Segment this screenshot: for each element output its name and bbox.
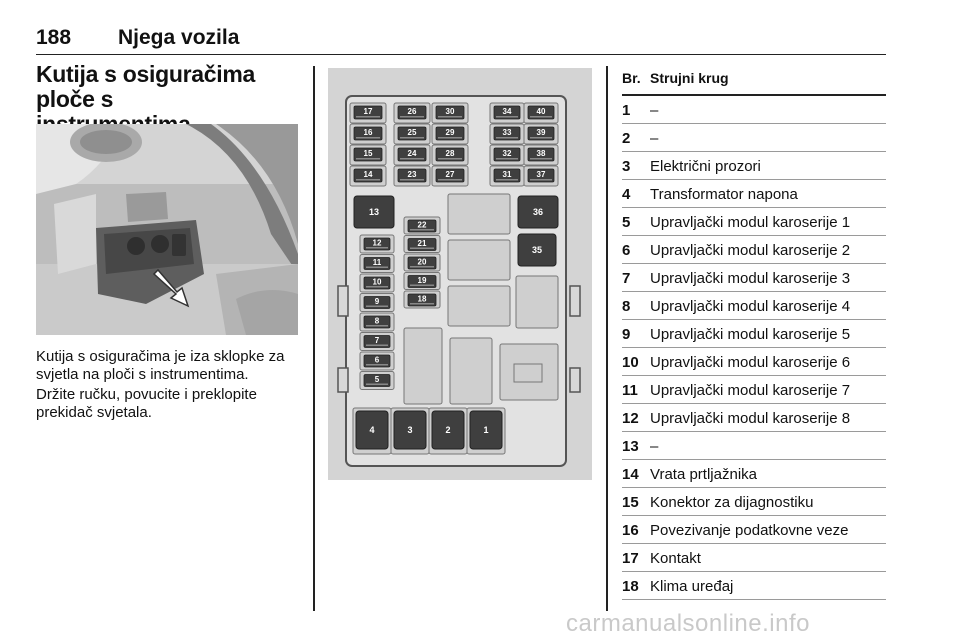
left-column [36,61,302,421]
fuse-contact [400,179,424,181]
fuse-contact [530,137,552,139]
fuse-label: 4 [369,425,375,435]
fuse-contact [438,116,462,118]
fuse-contact [496,179,518,181]
fuse-circuit: Povezivanje podatkovne veze [650,522,849,539]
table-row [622,264,886,292]
table-row [622,320,886,348]
fuse-label: 8 [374,316,380,326]
empty-slot [450,338,492,404]
fuse-label: 23 [407,170,417,179]
fuse-contact [496,116,518,118]
watermark: carmanualsonline.info [566,610,810,637]
fuse-contact [530,158,552,160]
mounting-tab [570,368,580,392]
fuse-number: 2 [622,130,631,147]
fuse-number: 7 [622,270,631,287]
empty-slot [448,240,510,280]
paragraph-location: Kutija s osiguračima je iza sklopke za svjetla na ploči s instrumentima. [36,348,285,383]
fuse-number: 18 [622,578,639,595]
empty-slot [404,328,442,404]
fuse-contact [356,116,380,118]
fuse-circuit: Vrata prtljažnika [650,466,757,483]
fuse-number: 10 [622,354,639,371]
fuse-circuit: Upravljački modul karoserije 6 [650,354,851,371]
fuse-label: 38 [536,149,546,158]
fuse-number: 17 [622,550,639,567]
fuse-label: 10 [372,277,382,287]
fuse-label: 36 [532,207,544,217]
page-number: 188 [36,26,72,49]
fuse-label: 20 [417,257,427,267]
fuse-contact [496,158,518,160]
header-number: Br. [622,70,641,86]
table-row [622,404,886,432]
fuse-label: 2 [445,425,451,435]
fuse-circuit: – [650,130,659,147]
fuse-circuit: – [650,438,659,455]
table-row [622,208,886,236]
fuse-number: 13 [622,438,639,455]
fuse-number: 4 [622,186,631,203]
mounting-tab [338,286,348,316]
fuse-label: 6 [374,355,380,365]
fuse-label: 17 [363,107,373,116]
fuse-label: 19 [417,276,427,285]
fuse-label: 5 [374,375,380,384]
table-row [622,460,886,488]
fuse-circuit: Električni prozori [650,158,761,175]
fuse-circuit: Kontakt [650,550,701,567]
fuse-contact [438,179,462,181]
fuse-label: 13 [368,207,380,217]
fuse-label: 25 [407,128,417,137]
table-row [622,432,886,460]
fuse-label: 3 [407,425,413,435]
fuse-label: 40 [536,107,546,116]
column-divider-right [606,66,608,611]
fuse-label: 26 [407,107,417,116]
fuse-contact [400,158,424,160]
fuse-circuit: – [650,102,659,119]
empty-slot [516,276,558,328]
fuse-label: 7 [374,336,380,345]
fuse-table [622,70,886,600]
fuse-box-diagram [328,68,592,480]
fuse-label: 16 [363,128,373,137]
fuse-label: 27 [445,170,455,179]
fuse-label: 34 [502,107,512,116]
fuse-label: 11 [372,258,382,267]
table-row [622,516,886,544]
fuse-number: 1 [622,102,631,119]
table-row [622,348,886,376]
fuse-number: 15 [622,494,639,511]
fuse-number: 9 [622,326,631,343]
table-row [622,376,886,404]
header-circuit: Strujni krug [650,70,729,86]
fuse-label: 14 [363,170,373,179]
fuse-number: 11 [622,382,638,399]
fuse-circuit: Upravljački modul karoserije 1 [650,214,851,231]
fuse-label: 21 [417,239,427,248]
table-row [622,96,886,124]
fuse-circuit: Upravljački modul karoserije 2 [650,242,851,259]
table-header [622,70,886,96]
fuse-number: 12 [622,410,639,427]
fuse-circuit: Upravljački modul karoserije 7 [650,382,851,399]
fuse-number: 6 [622,242,631,259]
fuse-label: 18 [417,294,427,304]
fuse-label: 39 [536,128,546,137]
table-row [622,292,886,320]
fuse-circuit: Upravljački modul karoserije 3 [650,270,851,287]
fuse-contact [356,158,380,160]
chapter-title: Njega vozila [118,26,240,49]
fuse-label: 28 [445,149,455,158]
page-header [36,26,886,55]
fuse-circuit: Upravljački modul karoserije 4 [650,298,851,315]
fuse-label: 22 [417,220,427,230]
fuse-number: 3 [622,158,631,175]
fuse-label: 15 [363,149,373,158]
table-row [622,152,886,180]
mounting-tab [570,286,580,316]
fuse-contact [438,158,462,160]
fuse-number: 8 [622,298,631,315]
fuse-circuit: Upravljački modul karoserije 5 [650,326,851,343]
fuse-contact [496,137,518,139]
fuse-contact [400,137,424,139]
fuse-circuit: Upravljački modul karoserije 8 [650,410,851,427]
fuse-contact [356,179,380,181]
fuse-number: 14 [622,466,639,483]
fuse-label: 31 [502,170,512,179]
fuse-label: 30 [445,107,455,116]
fuse-number: 16 [622,522,639,539]
fuse-label: 37 [536,170,546,179]
fuse-label: 1 [483,425,489,435]
dashboard-photo [36,124,298,335]
fuse-contact [530,179,552,181]
fuse-number: 5 [622,214,631,231]
empty-slot [500,344,558,400]
fuse-contact [356,137,380,139]
fuse-label: 35 [531,245,543,255]
fuse-label: 24 [407,149,417,158]
fuse-circuit: Klima uređaj [650,578,734,595]
fuse-label: 33 [502,128,512,137]
column-divider-left [313,66,315,611]
table-body [622,96,886,600]
fuse-contact [438,137,462,139]
table-row [622,124,886,152]
section-title-line1: Kutija s osiguračima ploče s [36,61,255,112]
table-row [622,488,886,516]
empty-slot [448,286,510,326]
paragraph-instruction: Držite ručku, povucite i preklopite prekidač svjetala. [36,386,257,421]
table-row [622,572,886,600]
mounting-tab [338,368,348,392]
table-row [622,544,886,572]
fuse-label: 29 [445,128,455,137]
fuse-contact [400,116,424,118]
fuse-contact [530,116,552,118]
fuse-label: 12 [372,238,382,248]
table-row [622,180,886,208]
empty-slot [448,194,510,234]
fuse-label: 32 [502,149,512,158]
fuse-label: 9 [374,297,380,306]
fuse-circuit: Transformator napona [650,186,798,203]
fuse-circuit: Konektor za dijagnostiku [650,494,814,511]
table-row [622,236,886,264]
